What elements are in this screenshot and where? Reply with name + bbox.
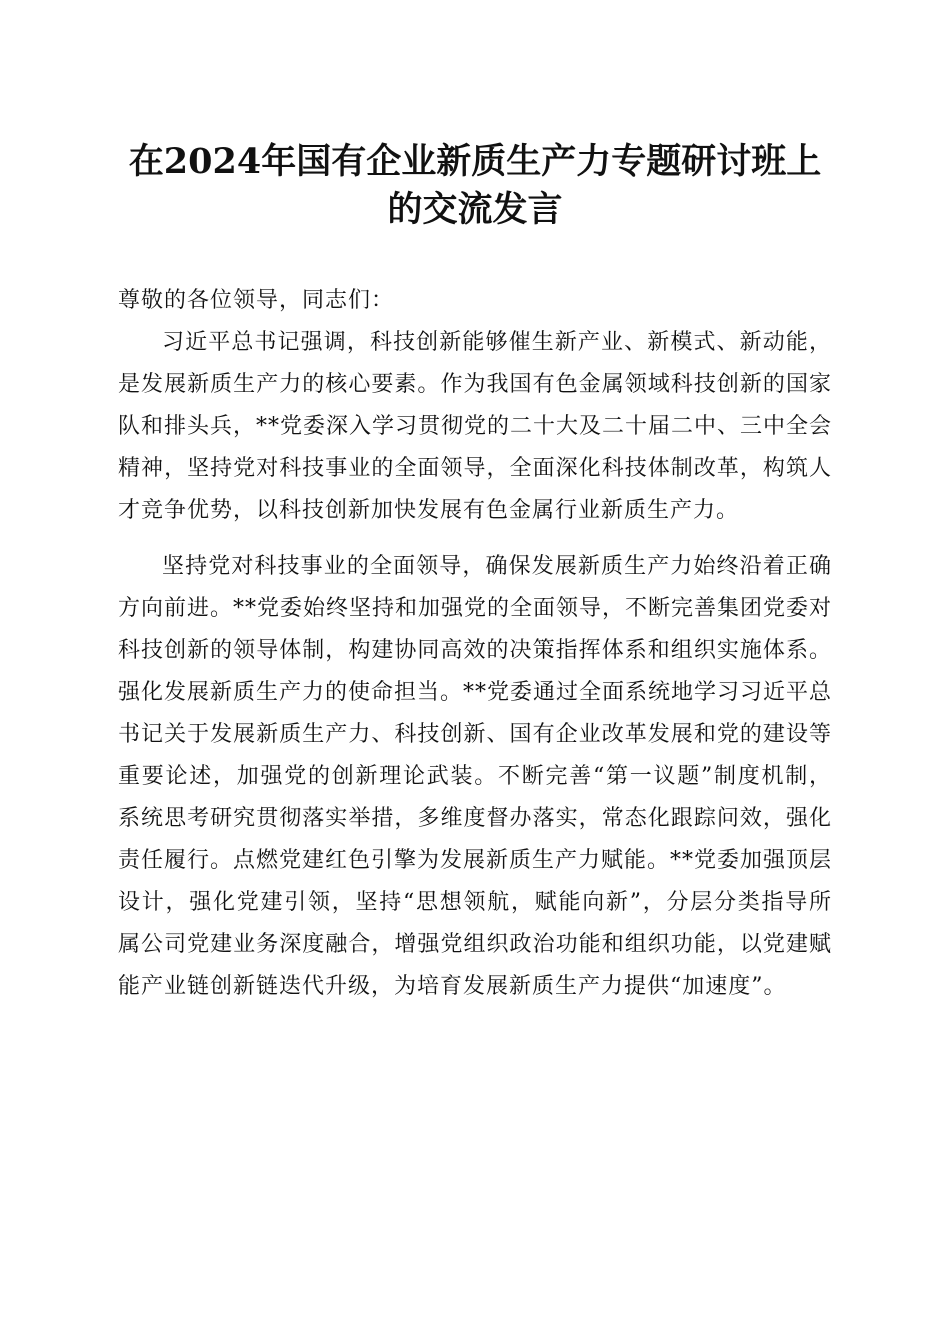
- paragraph-gap: [118, 532, 832, 546]
- document-title: [118, 138, 832, 234]
- title-line-2: 的交流发言: [387, 189, 563, 230]
- paragraph-1: 习近平总书记强调，科技创新能够催生新产业、新模式、新动能，是发展新质生产力的核心要素。作为我国有色金属领域科技创新的国家队和排头兵，**党委深入学习贯彻党的二十大及二十届二中、三中全会精神，坚持党对科技事业的全面领导，全面深化科技体制改革，构筑人才竞争优势，以科技创新加快发展有色金属行业新质生产力。: [118, 330, 833, 523]
- paragraph-2: 坚持党对科技事业的全面领导，确保发展新质生产力始终沿着正确方向前进。**党委始终坚持和加强党的全面领导，不断完善集团党委对科技创新的领导体制，构建协同高效的决策指挥体系和组织实施体系。强化发展新质生产力的使命担当。**党委通过全面系统地学习习近平总书记关于发展新质生产力、科技创新、国有企业改革发展和党的建设等重要论述，加强党的创新理论武装。不断完善“第一议题”制度机制，系统思考研究贯彻落实举措，多维度督办落实，常态化跟踪问效，强化责任履行。点燃党建红色引擎为发展新质生产力赋能。**党委加强顶层设计，强化党建引领，坚持“思想领航，赋能向新”，分层分类指导所属公司党建业务深度融合，增强党组织政治功能和组织功能，以党建赋能产业链创新链迭代升级，为培育发展新质生产力提供“加速度”。: [118, 554, 833, 999]
- salutation: 尊敬的各位领导，同志们：: [118, 288, 395, 313]
- document-page: [118, 138, 832, 1008]
- title-line-1: 在2024年国有企业新质生产力专题研讨班上: [128, 141, 822, 182]
